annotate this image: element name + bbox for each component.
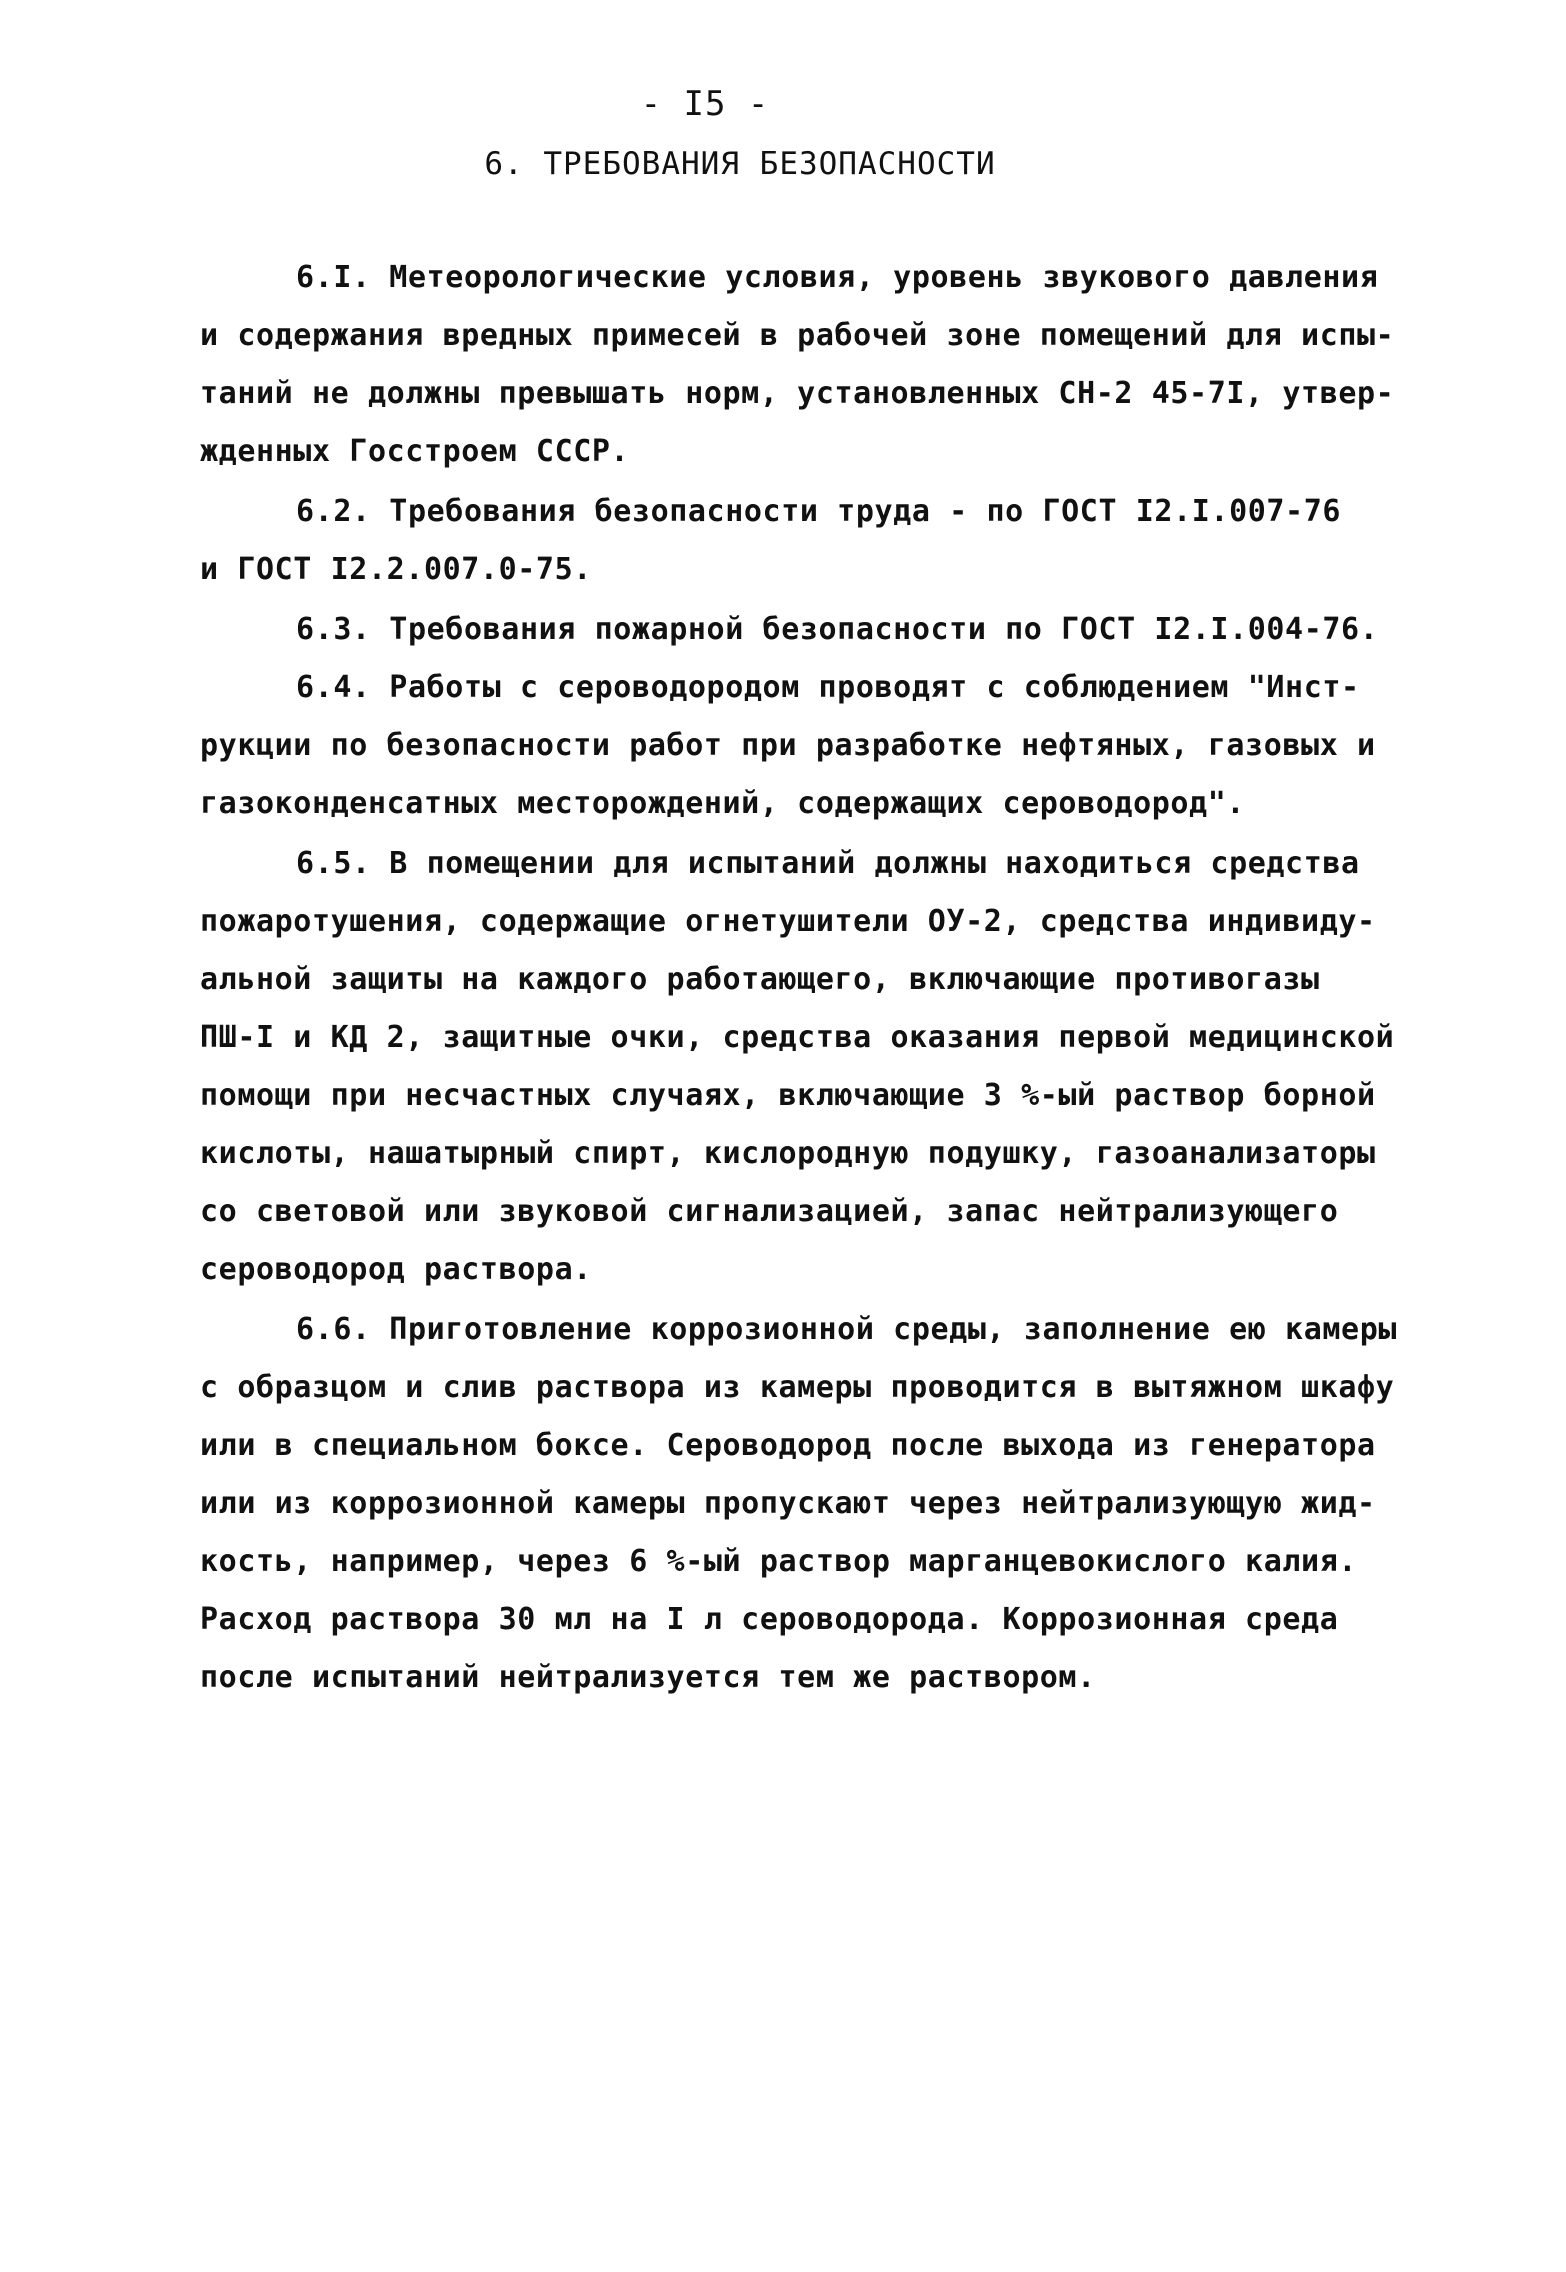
paragraph-line: 6.5. В помещении для испытаний должны находиться средства bbox=[296, 846, 1360, 881]
paragraph-line: 6.3. Требования пожарной безопасности по ГОСТ I2.I.004-76. bbox=[296, 612, 1379, 647]
page-number: - I5 - bbox=[640, 84, 770, 124]
paragraph-line: рукции по безопасности работ при разработке нефтяных, газовых и bbox=[200, 728, 1376, 763]
paragraph-line: ПШ-I и КД 2, защитные очки, средства оказания первой медицинской bbox=[200, 1020, 1395, 1055]
paragraph-line: после испытаний нейтрализуется тем же раствором. bbox=[200, 1660, 1096, 1695]
paragraph-line: 6.6. Приготовление коррозионной среды, заполнение ею камеры bbox=[296, 1312, 1398, 1347]
paragraph-line: 6.I. Метеорологические условия, уровень звукового давления bbox=[296, 260, 1379, 295]
paragraph-line: помощи при несчастных случаях, включающие 3 %-ый раствор борной bbox=[200, 1078, 1376, 1113]
section-title: 6. ТРЕБОВАНИЯ БЕЗОПАСНОСТИ bbox=[484, 146, 996, 182]
paragraph-line: и содержания вредных примесей в рабочей зоне помещений для испы- bbox=[200, 318, 1395, 353]
paragraph-line: сероводород раствора. bbox=[200, 1252, 592, 1287]
paragraph-line: и ГОСТ I2.2.007.0-75. bbox=[200, 552, 592, 587]
paragraph-line: кислоты, нашатырный спирт, кислородную подушку, газоанализаторы bbox=[200, 1136, 1376, 1171]
paragraph-line: кость, например, через 6 %-ый раствор марганцевокислого калия. bbox=[200, 1544, 1358, 1579]
paragraph-line: 6.4. Работы с сероводородом проводят с соблюдением "Инст- bbox=[296, 670, 1360, 705]
paragraph-line: газоконденсатных месторождений, содержащих сероводород". bbox=[200, 786, 1246, 821]
paragraph-line: со световой или звуковой сигнализацией, запас нейтрализующего bbox=[200, 1194, 1339, 1229]
paragraph-line: альной защиты на каждого работающего, включающие противогазы bbox=[200, 962, 1320, 997]
paragraph-line: или из коррозионной камеры пропускают через нейтрализующую жид- bbox=[200, 1486, 1376, 1521]
paragraph-line: с образцом и слив раствора из камеры проводится в вытяжном шкафу bbox=[200, 1370, 1395, 1405]
paragraph-line: таний не должны превышать норм, установленных СН-2 45-7I, утвер- bbox=[200, 376, 1395, 411]
paragraph-line: пожаротушения, содержащие огнетушители ОУ-2, средства индивиду- bbox=[200, 904, 1376, 939]
paragraph-line: жденных Госстроем СССР. bbox=[200, 434, 630, 469]
paragraph-line: Расход раствора 30 мл на I л сероводорода. Коррозионная среда bbox=[200, 1602, 1339, 1637]
paragraph-line: 6.2. Требования безопасности труда - по ГОСТ I2.I.007-76 bbox=[296, 494, 1342, 529]
paragraph-line: или в специальном боксе. Сероводород после выхода из генератора bbox=[200, 1428, 1376, 1463]
